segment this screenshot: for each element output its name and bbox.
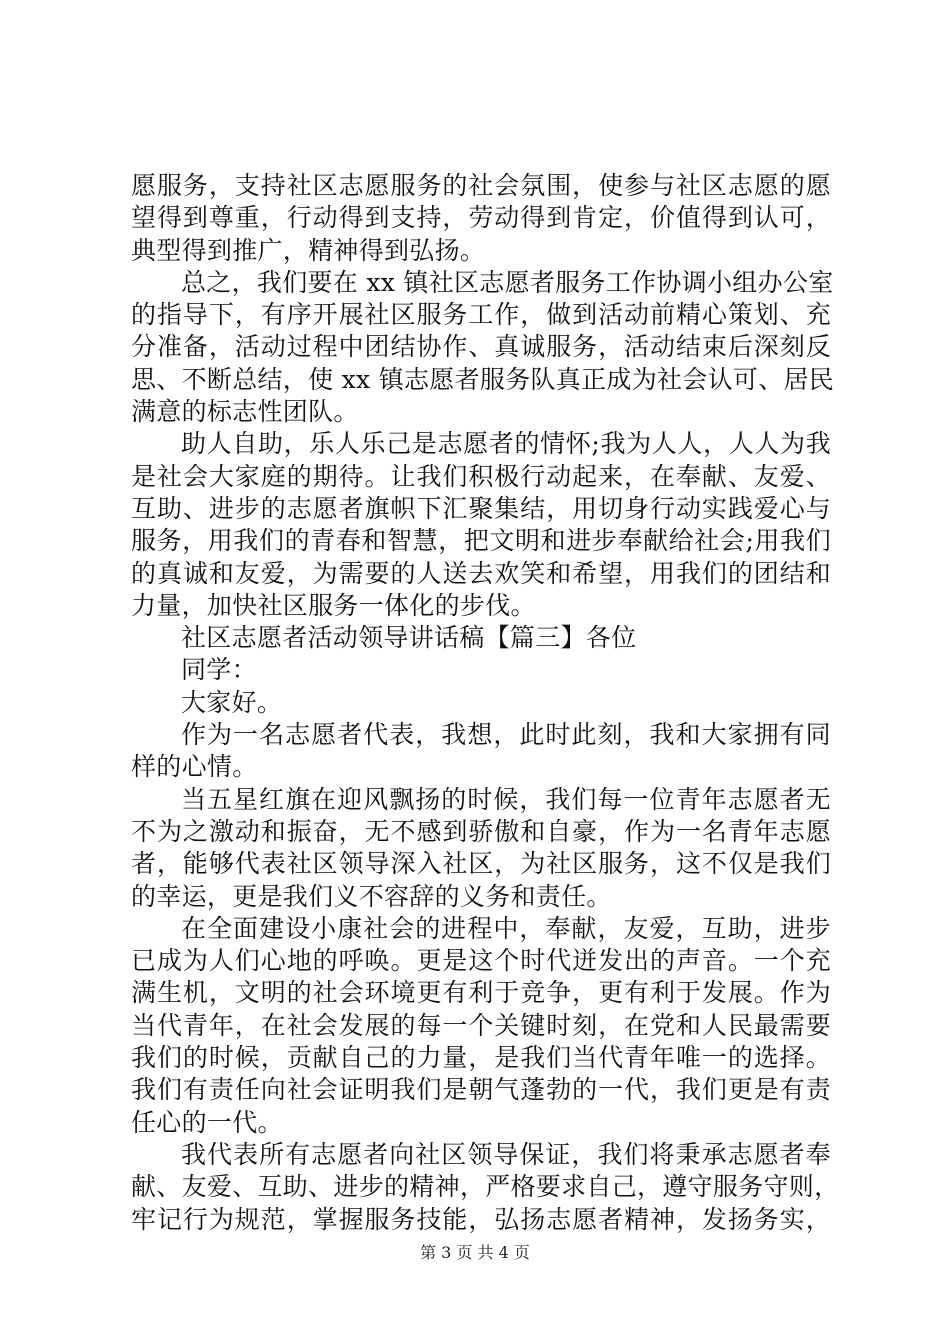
text-line: 思、不断总结，使 xx 镇志愿者服务队真正成为社会认可、居民 [131,364,835,394]
text-line: 满生机，文明的社会环境更有利于竞争，更有利于发展。作为 [131,978,831,1008]
text-line: 在全面建设小康社会的进程中，奉献，友爱，互助，进步 [181,913,831,943]
document-body [131,170,840,1236]
text-line: 同学： [181,655,257,685]
text-line: 牢记行为规范，掌握服务技能，弘扬志愿者精神，发扬务实， [131,1204,831,1234]
text-line: 服务，用我们的青春和智慧，把文明和进步奉献给社会;用我们 [131,526,831,556]
text-line: 当代青年，在社会发展的每一个关键时刻，在党和人民最需要 [131,1010,831,1040]
text-line: 我们有责任向社会证明我们是朝气蓬勃的一代，我们更是有责 [131,1075,831,1105]
text-line: 典型得到推广，精神得到弘扬。 [131,235,486,265]
text-line: 助人自助，乐人乐己是志愿者的情怀;我为人人，人人为我 [181,429,831,459]
text-line: 互助、进步的志愿者旗帜下汇聚集结，用切身行动实践爱心与 [131,493,831,523]
text-line: 的幸运，更是我们义不容辞的义务和责任。 [131,881,612,911]
text-line: 当五星红旗在迎风飘扬的时候，我们每一位青年志愿者无 [181,784,831,814]
text-line: 我代表所有志愿者向社区领导保证，我们将秉承志愿者奉 [181,1139,831,1169]
text-line: 是社会大家庭的期待。让我们积极行动起来，在奉献、友爱、 [131,461,831,491]
text-line: 已成为人们心地的呼唤。更是这个时代迸发出的声音。一个充 [131,946,831,976]
text-line: 愿服务，支持社区志愿服务的社会氛围，使参与社区志愿的愿 [131,171,831,200]
text-line: 的真诚和友爱，为需要的人送去欢笑和希望，用我们的团结和 [131,558,831,588]
text-line: 者，能够代表社区领导深入社区，为社区服务，这不仅是我们 [131,849,831,879]
text-line: 总之，我们要在 xx 镇社区志愿者服务工作协调小组办公室 [181,267,834,297]
text-line: 献、友爱、互助、进步的精神，严格要求自己，遵守服务守则， [131,1172,840,1202]
text-line: 不为之激动和振奋，无不感到骄傲和自豪，作为一名青年志愿 [131,816,831,846]
text-line: 我们的时候，贡献自己的力量，是我们当代青年唯一的选择。 [131,1043,831,1073]
text-line: 大家好。 [181,687,283,717]
text-line: 作为一名志愿者代表，我想，此时此刻，我和大家拥有同 [181,720,831,750]
text-line: 社区志愿者活动领导讲话稿【篇三】各位 [181,623,637,653]
text-line: 满意的标志性团队。 [131,397,359,427]
text-line: 分准备，活动过程中团结协作、真诚服务，活动结束后深刻反 [131,332,831,362]
text-line: 力量，加快社区服务一体化的步伐。 [131,590,536,620]
page-footer: 第 3 页 共 4 页 [420,1243,530,1262]
text-line: 望得到尊重，行动得到支持，劳动得到肯定，价值得到认可， [131,203,831,233]
text-line: 任心的一代。 [131,1107,283,1137]
text-line: 样的心情。 [131,752,258,782]
text-line: 的指导下，有序开展社区服务工作，做到活动前精心策划、充 [131,300,831,330]
